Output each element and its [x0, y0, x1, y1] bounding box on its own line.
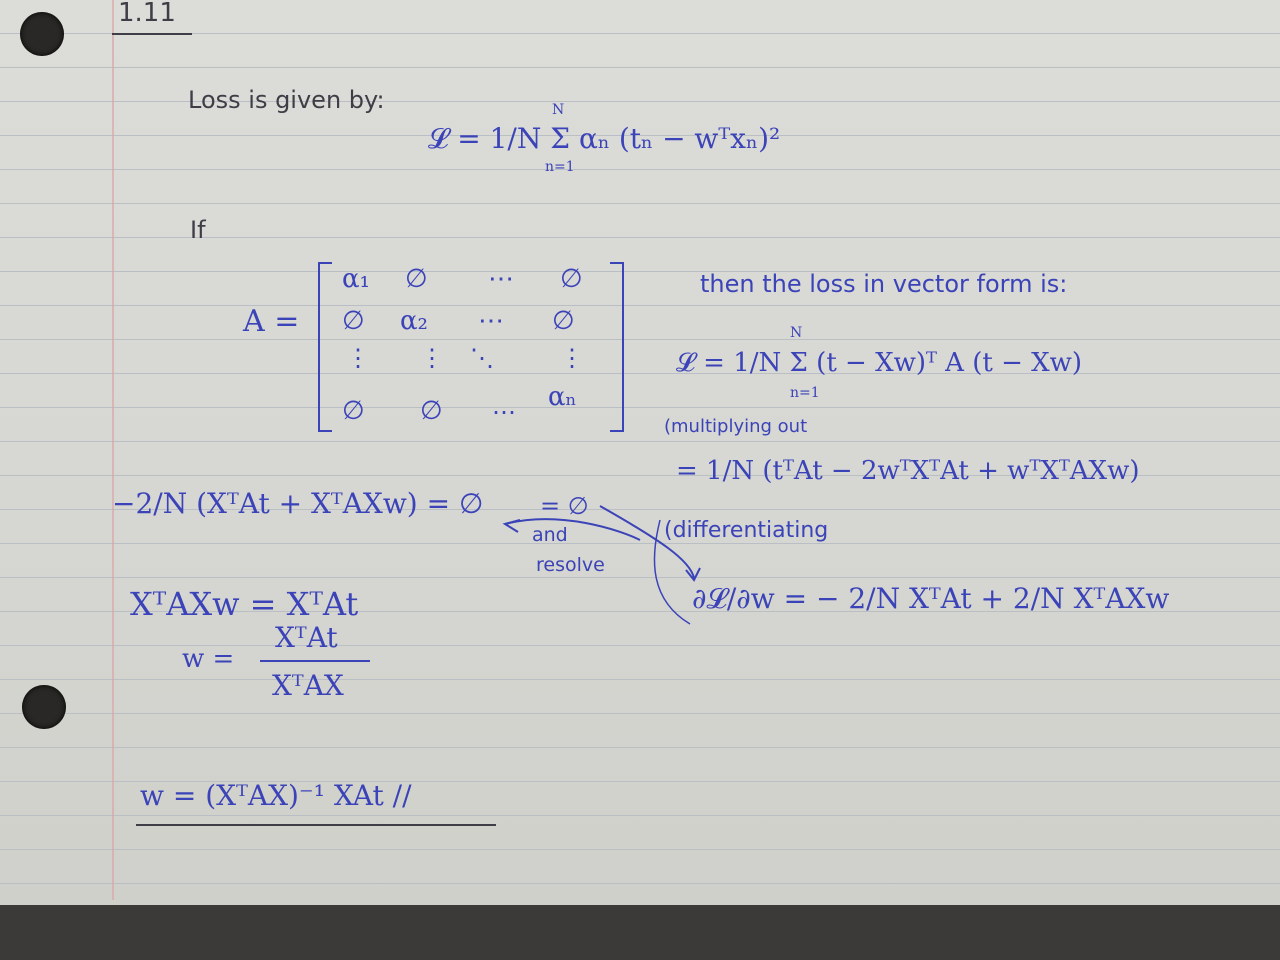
matrix-cell-r3c1: ⋮ [346, 344, 370, 372]
multiplying-out-note: (multiplying out [664, 416, 808, 437]
sum-upper-2: N [790, 325, 803, 341]
sum-lower-1: n=1 [545, 159, 575, 175]
derivative: ∂𝓛/∂w = − 2/N XᵀAt + 2/N XᵀAXw [692, 582, 1170, 615]
matrix-cell-r2c2: α₂ [400, 306, 428, 336]
matrix-cell-r4c3: ⋯ [492, 398, 516, 426]
section-number: 1.11 [118, 0, 176, 28]
matrix-cell-r1c4: ∅ [560, 264, 583, 294]
vector-loss-formula: 𝓛 = 1/N Σ (t − Xw)ᵀ A (t − Xw) [676, 348, 1083, 378]
matrix-cell-r3c4: ⋮ [560, 344, 584, 372]
matrix-cell-r2c4: ∅ [552, 306, 575, 336]
if-label: If [190, 216, 206, 244]
resolve-label: resolve [536, 554, 605, 576]
differentiating-note: (differentiating [664, 518, 829, 543]
matrix-cell-r1c3: ⋯ [488, 264, 514, 294]
matrix-cell-r4c1: ∅ [342, 396, 365, 426]
matrix-cell-r4c4: αₙ [548, 382, 577, 412]
loss-label: Loss is given by: [188, 86, 385, 114]
and-label: and [532, 524, 568, 546]
loss-formula: 𝓛 = 1/N Σ αₙ (tₙ − wᵀxₙ)² [428, 122, 781, 155]
set-zero: = ∅ [540, 492, 589, 520]
sum-upper-1: N [552, 102, 565, 118]
matrix-cell-r4c2: ∅ [420, 396, 443, 426]
final-underline [136, 824, 496, 826]
final-solution: w = (XᵀAX)⁻¹ XAt // [140, 779, 412, 812]
matrix-name: A = [243, 304, 300, 339]
w-fraction-denominator: XᵀAX [272, 669, 344, 702]
matrix-cell-r3c2: ⋮ [420, 344, 444, 372]
zero-gradient-equation: −2/N (XᵀAt + XᵀAXw) = ∅ [112, 487, 484, 520]
sum-lower-2: n=1 [790, 385, 820, 401]
matrix-cell-r2c1: ∅ [342, 306, 365, 336]
w-equals: w = [182, 644, 235, 674]
matrix-cell-r1c2: ∅ [405, 264, 428, 294]
normal-equation: XᵀAXw = XᵀAt [130, 585, 359, 623]
w-fraction-numerator: XᵀAt [275, 621, 338, 654]
fraction-bar [260, 660, 370, 662]
expanded-loss: = 1/N (tᵀAt − 2wᵀXᵀAt + wᵀXᵀAXw) [676, 456, 1140, 486]
matrix-cell-r3c3: ⋱ [470, 344, 494, 372]
matrix-cell-r1c1: α₁ [342, 264, 370, 294]
vector-form-label: then the loss in vector form is: [700, 270, 1068, 298]
matrix-cell-r2c3: ⋯ [478, 306, 504, 336]
